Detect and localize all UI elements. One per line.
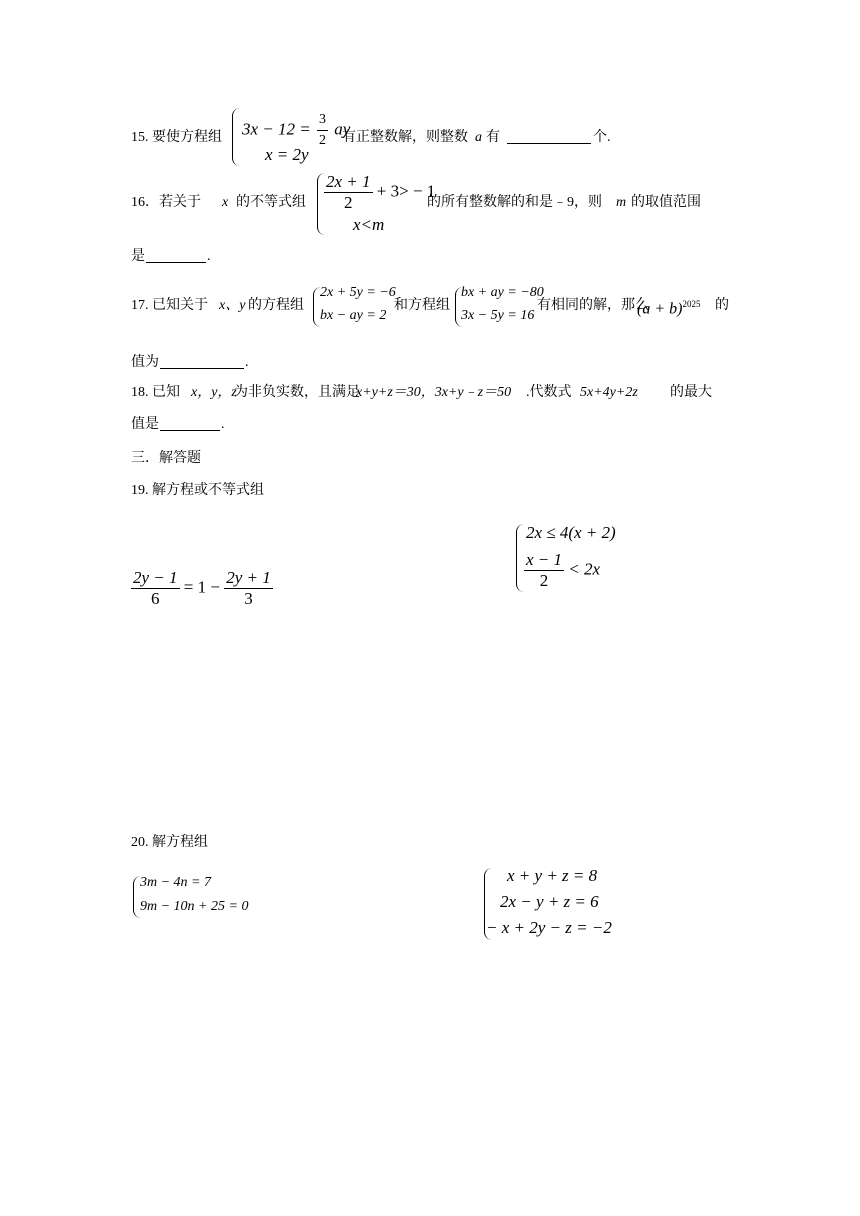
q19-ineq1: 2x ≤ 4(x + 2): [526, 523, 616, 542]
q20-sysA-eq1: 3m − 4n = 7: [140, 875, 212, 890]
q18-line2: 值是: [131, 417, 159, 432]
q16-end: .: [207, 249, 211, 264]
q15-eq2: x = 2y: [265, 145, 309, 164]
q17-suffix: 有相同的解，那么: [537, 298, 649, 313]
q20-title: 20. 解方程组: [131, 835, 208, 850]
q19-equation: $\frac{2y - 1}{6}$ = 1 − $\frac{2y + 1}{3}$: [133, 568, 271, 608]
q18-mid: 为非负实数，且满足: [234, 385, 360, 400]
q15-answer-blank[interactable]: [507, 128, 591, 144]
q17-answer-blank[interactable]: [160, 353, 244, 369]
q17-suffix2: 的: [715, 298, 729, 313]
q16-prefix: 16．若关于: [131, 195, 201, 210]
q15-suffix-b: 有: [486, 130, 500, 145]
q18-expr: 5x+4y+2z: [580, 385, 638, 400]
q16-ineq1: $\frac{2x + 1}{2}$ + 3> − 1: [326, 172, 436, 212]
q17-sys1-eq2: bx − ay = 2: [320, 308, 387, 323]
q19-frac2: $\frac{2y + 1}{3}$: [226, 568, 271, 608]
q16-mid: 的不等式组: [236, 195, 306, 210]
q18-suffix: 的最大: [670, 385, 712, 400]
section-title: 三．解答题: [131, 451, 201, 466]
q16-answer-blank[interactable]: [146, 247, 206, 263]
q16-var-m: m: [616, 195, 627, 210]
q15-end: 个.: [593, 130, 611, 145]
q17-prefix: 17. 已知关于: [131, 298, 208, 313]
q17-expr: $(a + b)^{2025}$: [637, 299, 701, 318]
q20-sysB-eq3: − x + 2y − z = −2: [486, 918, 612, 937]
q18-end: .: [221, 417, 225, 432]
q16-suffix: 的所有整数解的和是﹣9，则: [427, 195, 602, 210]
q17-and: 和方程组: [394, 298, 450, 313]
q16-fraction: $\frac{2x + 1}{2}$: [326, 172, 371, 212]
q17-mid: 的方程组: [248, 298, 304, 313]
q17-sys2-eq1: bx + ay = −80: [461, 285, 544, 300]
q18-vars: x，y，z: [191, 385, 237, 400]
q19-title: 19. 解方程或不等式组: [131, 483, 264, 498]
q16-line2: 是: [131, 249, 145, 264]
q18-conditions: x+y+z＝30，3x+y﹣z＝50: [356, 385, 512, 400]
q19-frac1: $\frac{2y - 1}{6}$: [133, 568, 178, 608]
q20-sysA-eq2: 9m − 10n + 25 = 0: [140, 899, 249, 914]
q18-mid2: .代数式: [526, 385, 572, 400]
q15-eq1: 3x − 12 = $\frac{3}{2}$ ay: [242, 110, 350, 151]
q19-ineq2: $\frac{x - 1}{2}$ < 2x: [526, 550, 601, 590]
q18-answer-blank[interactable]: [160, 415, 220, 431]
q18-prefix: 18. 已知: [131, 385, 180, 400]
q19-ineq-fraction: $\frac{x - 1}{2}$: [526, 550, 563, 590]
q15-brace: [232, 108, 241, 166]
q17-line2: 值为: [131, 355, 159, 370]
q17-sys1-eq1: 2x + 5y = −6: [320, 285, 396, 300]
q17-end: .: [245, 355, 249, 370]
q15-eq1-fraction: $\frac{3}{2}$: [319, 112, 326, 148]
q16-suffix2: 的取值范围: [631, 195, 701, 210]
q15-var-a: a: [475, 130, 482, 145]
q20-sysB-eq1: x + y + z = 8: [507, 866, 598, 885]
q17-vars: x、y: [219, 298, 246, 313]
q17-sys2-eq2: 3x − 5y = 16: [461, 308, 535, 323]
q16-ineq2: x<m: [353, 215, 385, 234]
q15-suffix-a: 有正整数解，则整数: [342, 130, 468, 145]
q20-sysB-eq2: 2x − y + z = 6: [500, 892, 599, 911]
q15-prefix: 15. 要使方程组: [131, 130, 222, 145]
q16-var-x: x: [222, 195, 229, 210]
